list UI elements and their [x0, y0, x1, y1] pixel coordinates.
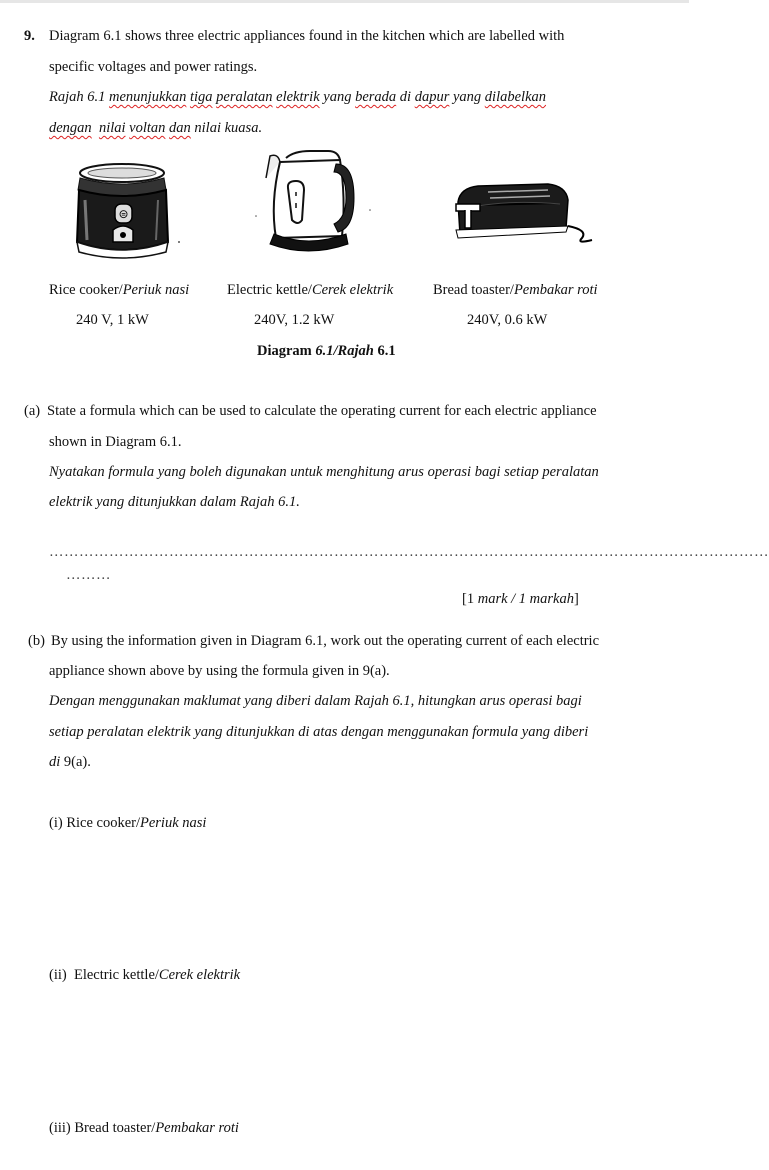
part-b-english-line-2: appliance shown above by using the formula given in 9(a).: [49, 663, 390, 679]
intro-ms-word: dilabelkan: [484, 89, 547, 105]
intro-ms-word: yang: [319, 89, 356, 105]
caption-part: Diagram: [257, 343, 316, 359]
intro-ms-word: yang: [449, 89, 485, 105]
appliance-label-rice-cooker: [49, 281, 189, 299]
svg-text:⊜: ⊜: [118, 207, 129, 221]
intro-ms-word: menunjukkan: [109, 89, 187, 105]
part-a-malay-line-1: Nyatakan formula yang boleh digunakan untuk menghitung arus operasi bagi setiap peralatan: [49, 464, 599, 480]
appliance-label-kettle: [227, 281, 393, 299]
marks-part: [1: [462, 591, 478, 607]
sub-name-en: Electric kettle/: [73, 967, 159, 983]
part-b-malay-line-2: setiap peralatan elektrik yang ditunjukkan di atas dengan menggunakan formula yang diberi: [49, 724, 589, 740]
answer-line-a: ………………………………………………………………………………………………………………………………: [49, 544, 769, 560]
rating-kettle: 240V, 1.2 kW: [254, 312, 335, 328]
intro-ms-word: dapur: [414, 89, 450, 105]
question-number: 9.: [24, 28, 35, 44]
intro-ms-word: dan: [169, 120, 191, 136]
appliance-name-en: Rice cooker/: [49, 282, 123, 298]
answer-line-a-continued: ………: [66, 567, 111, 583]
part-b-label: (b): [28, 633, 45, 649]
sub-name-en: Rice cooker/: [66, 815, 140, 831]
part-a-english-line-1: State a formula which can be used to calculate the operating current for each electric appliance: [47, 403, 597, 419]
page-top-edge: [0, 0, 689, 3]
sub-label: (i): [49, 815, 67, 831]
sub-name-en: Bread toaster/: [74, 1120, 156, 1136]
appliance-name-en: Bread toaster/: [433, 282, 514, 298]
marks-part: ]: [573, 591, 579, 607]
marks-part: mark / 1 markah: [477, 591, 574, 607]
sub-name-ms: Pembakar roti: [155, 1120, 239, 1136]
sub-question-i: [49, 814, 206, 832]
appliance-name-ms: Pembakar roti: [513, 282, 598, 298]
intro-english-line-1: Diagram 6.1 shows three electric appliances found in the kitchen which are labelled with: [49, 28, 565, 44]
part-b-ms-word: di: [49, 754, 61, 770]
intro-ms-word: di: [396, 89, 415, 105]
appliance-name-ms: Periuk nasi: [122, 282, 190, 298]
part-a-marks: [462, 590, 579, 608]
sub-question-ii: [49, 966, 240, 984]
sub-question-iii: [49, 1119, 239, 1137]
intro-malay-line-1: [49, 88, 546, 106]
sub-label: (ii): [49, 967, 74, 983]
intro-ms-word: nilai kuasa.: [190, 120, 263, 136]
intro-ms-word: berada: [355, 89, 397, 105]
diagram-caption: [257, 342, 396, 360]
intro-english-line-2: specific voltages and power ratings.: [49, 59, 258, 75]
part-b-english-line-1: By using the information given in Diagram 6.1, work out the operating current of each electric: [51, 633, 600, 649]
part-a-malay-line-2: elektrik yang ditunjukkan dalam Rajah 6.1.: [49, 494, 300, 510]
intro-ms-word: [92, 120, 99, 136]
appliance-label-toaster: [433, 281, 598, 299]
electric-kettle-illustration: [258, 148, 388, 260]
rice-cooker-illustration: [70, 160, 190, 265]
part-b-ms-word: 9(a).: [60, 754, 91, 770]
part-b-malay-line-1: Dengan menggunakan maklumat yang diberi dalam Rajah 6.1, hitungkan arus operasi bagi: [49, 693, 582, 709]
sub-name-ms: Cerek elektrik: [158, 967, 241, 983]
part-b-malay-line-3: [49, 753, 91, 771]
sub-label: (iii): [49, 1120, 75, 1136]
appliance-name-ms: Cerek elektrik: [311, 282, 394, 298]
part-a-label: (a): [24, 403, 41, 419]
caption-part: 6.1: [373, 343, 396, 359]
intro-ms-word: tiga: [189, 89, 213, 105]
intro-ms-word: dengan: [49, 120, 92, 136]
rating-toaster: 240V, 0.6 kW: [467, 312, 548, 328]
intro-ms-word: Rajah 6.1: [49, 89, 110, 105]
intro-malay-line-2: [49, 119, 262, 137]
sub-name-ms: Periuk nasi: [140, 815, 207, 831]
bread-toaster-illustration: [448, 180, 598, 252]
intro-ms-word: peralatan: [216, 89, 273, 105]
intro-ms-word: nilai: [98, 120, 126, 136]
intro-ms-word: elektrik: [276, 89, 320, 105]
caption-part: 6.1/Rajah: [315, 343, 374, 359]
rating-rice-cooker: 240 V, 1 kW: [76, 312, 149, 328]
intro-ms-word: voltan: [129, 120, 166, 136]
part-a-english-line-2: shown in Diagram 6.1.: [49, 434, 182, 450]
appliance-name-en: Electric kettle/: [227, 282, 312, 298]
